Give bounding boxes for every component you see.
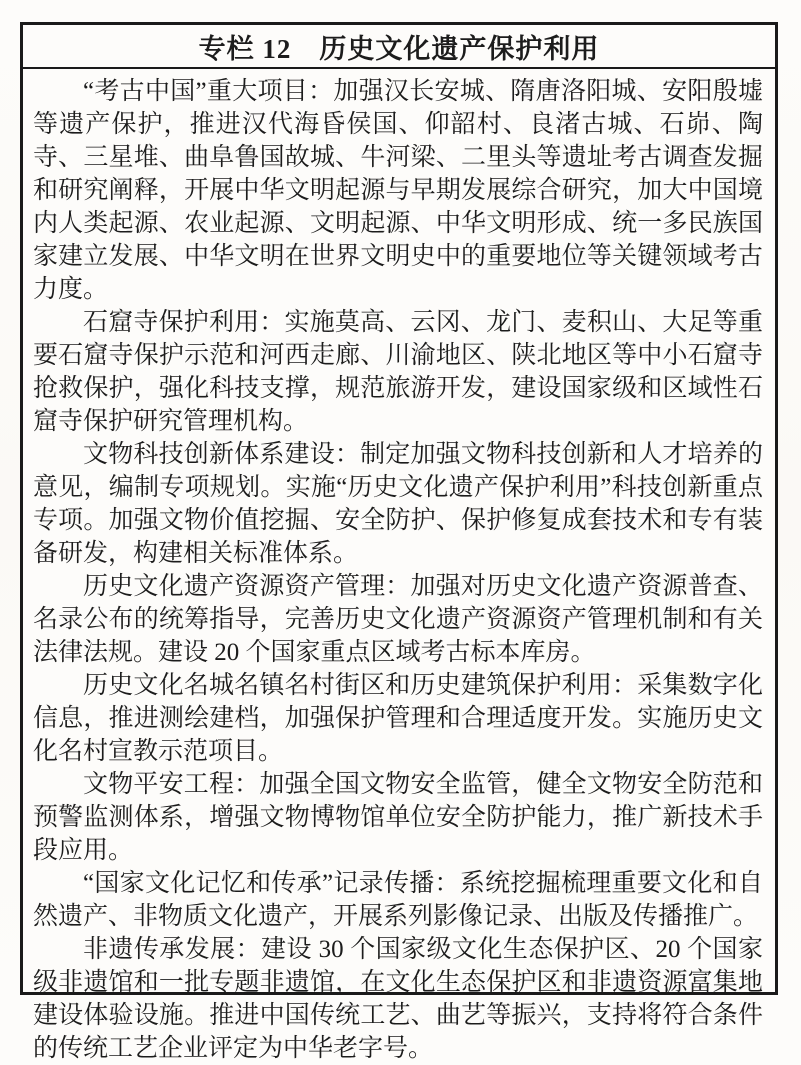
paragraph-intangible-heritage-development: 非遗传承发展：建设 30 个国家级文化生态保护区、20 个国家级非遗馆和一批专题非遗馆，在文化生态保护区和非遗资源富集地建设体验设施。推进中国传统工艺、曲艺等振兴，支持将符合条件的传统工艺企业评定为中华老字号。 [33, 936, 763, 1062]
paragraph-heritage-resource-asset-management: 历史文化遗产资源资产管理：加强对历史文化遗产资源普查、名录公布的统筹指导，完善历史文化遗产资源资产管理机制和有关法律法规。建设 20 个国家重点区域考古标本库房。 [33, 573, 763, 666]
paragraph-grotto-temple-protection: 石窟寺保护利用：实施莫高、云冈、龙门、麦积山、大足等重要石窟寺保护示范和河西走廊、川渝地区、陕北地区等中小石窟寺抢救保护，强化科技支撑，规范旅游开发，建设国家级和区域性石窟寺保护研究管理机构。 [33, 309, 763, 435]
panel-title: 专栏 12 历史文化遗产保护利用 [23, 25, 775, 69]
panel-body [23, 69, 775, 1065]
paragraph-national-cultural-memory: “国家文化记忆和传承”记录传播：系统挖掘梳理重要文化和自然遗产、非物质文化遗产，开展系列影像记录、出版及传播推广。 [33, 870, 763, 930]
paragraph-historic-cities-towns-villages: 历史文化名城名镇名村街区和历史建筑保护利用：采集数字化信息，推进测绘建档，加强保护管理和合理适度开发。实施历史文化名村宣教示范项目。 [33, 672, 763, 765]
paragraph-cultural-relics-safety-project: 文物平安工程：加强全国文物安全监管，健全文物安全防范和预警监测体系，增强文物博物馆单位安全防护能力，推广新技术手段应用。 [33, 771, 763, 864]
paragraph-archaeology-china-projects: “考古中国”重大项目：加强汉长安城、隋唐洛阳城、安阳殷墟等遗产保护，推进汉代海昏侯国、仰韶村、良渚古城、石峁、陶寺、三星堆、曲阜鲁国故城、牛河梁、二里头等遗址考古调查发掘和研究阐释，开展中华文明起源与早期发展综合研究，加大中国境内人类起源、农业起源、文明起源、中华文明形成、统一多民族国家建立发展、中华文明在世界文明史中的重要地位等关键领域考古力度。 [33, 78, 763, 303]
paragraph-cultural-relics-sci-tech-innovation: 文物科技创新体系建设：制定加强文物科技创新和人才培养的意见，编制专项规划。实施“历史文化遗产保护利用”科技创新重点专项。加强文物价值挖掘、安全防护、保护修复成套技术和专有装备研发，构建相关标准体系。 [33, 441, 763, 567]
heritage-protection-panel [20, 22, 778, 1062]
